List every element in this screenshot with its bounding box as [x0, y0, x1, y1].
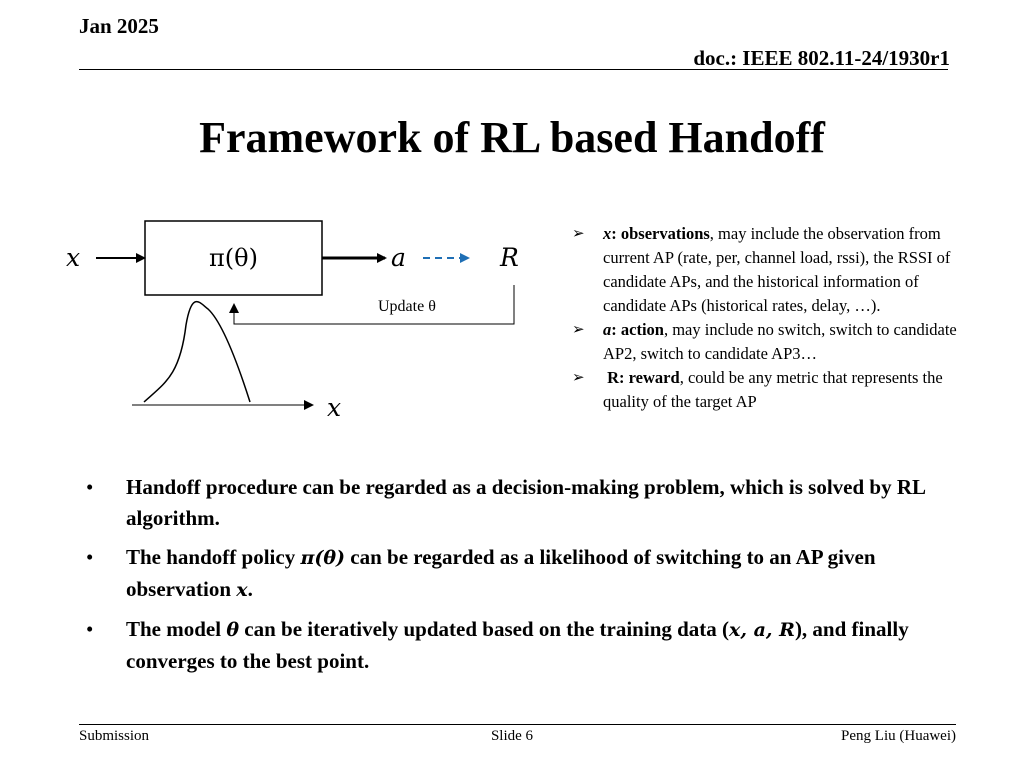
definition-desc: , could be any metric that represents the quality of the target AP	[603, 368, 943, 411]
definition-observations	[572, 222, 982, 318]
definitions-list	[572, 222, 982, 414]
footer-slide-number: Slide 6	[490, 728, 534, 744]
arrow-bullet-icon: ➢	[572, 322, 585, 338]
math-policy: π(θ)	[300, 547, 346, 569]
bullet-dot-icon: •	[86, 545, 94, 569]
bullet-text-pre: The model	[126, 617, 227, 641]
input-x-label: x	[66, 243, 81, 272]
bullet-text-mid: can be iteratively updated based on the training data (	[239, 617, 730, 641]
rl-framework-diagram	[60, 205, 540, 435]
definition-desc: , may include the observation from current AP (rate, per, channel load, rssi), the RSSI of candidate APs, and the historical information of candidate APs (historical rates, delay, …).	[603, 224, 951, 315]
definition-desc: , may include no switch, switch to candidate AP2, switch to candidate AP3…	[603, 320, 957, 363]
bullet-dot-icon: •	[86, 617, 94, 641]
reward-r-label: R	[500, 243, 519, 272]
bullet-text-post: .	[247, 577, 253, 601]
footer-divider	[79, 724, 956, 725]
bullet-text: Handoff procedure can be regarded as a decision-making problem, which is solved by RL algorithm.	[126, 475, 925, 530]
math-observation: x	[236, 579, 248, 601]
bullet-text-post: ), and finally converges to the best point.	[126, 617, 909, 673]
definition-var: x	[603, 224, 612, 243]
definition-action	[572, 318, 982, 366]
bullet-text-pre: The handoff policy	[126, 545, 301, 569]
bullet-item	[86, 614, 946, 677]
update-theta-label: Update θ	[378, 298, 436, 315]
policy-label: π(θ)	[209, 244, 258, 272]
math-theta: θ	[226, 619, 240, 641]
bullet-dot-icon: •	[86, 475, 94, 499]
slide-title: Framework of RL based Handoff	[199, 113, 825, 162]
bullet-list	[86, 472, 946, 685]
definition-term: R: reward	[603, 368, 680, 387]
definition-term: : observations	[611, 224, 710, 243]
bullet-text-mid: can be regarded as a likelihood of switching to an AP given observation	[126, 545, 876, 601]
definition-var: a	[603, 320, 612, 339]
math-training-data: x, a, R	[729, 619, 795, 641]
footer-submission: Submission	[79, 728, 150, 744]
header-doc-id: doc.: IEEE 802.11-24/1930r1	[693, 46, 950, 70]
action-a-label: a	[391, 243, 406, 272]
definition-term: : action	[611, 320, 664, 339]
bullet-item	[86, 542, 946, 606]
axis-x-label: x	[327, 393, 342, 422]
header-divider	[79, 69, 948, 70]
header-date: Jan 2025	[79, 14, 159, 38]
footer-author: Peng Liu (Huawei)	[841, 728, 956, 744]
arrow-bullet-icon: ➢	[572, 370, 585, 386]
definition-reward	[572, 366, 982, 414]
bullet-item	[86, 472, 946, 534]
arrow-bullet-icon: ➢	[572, 226, 585, 242]
